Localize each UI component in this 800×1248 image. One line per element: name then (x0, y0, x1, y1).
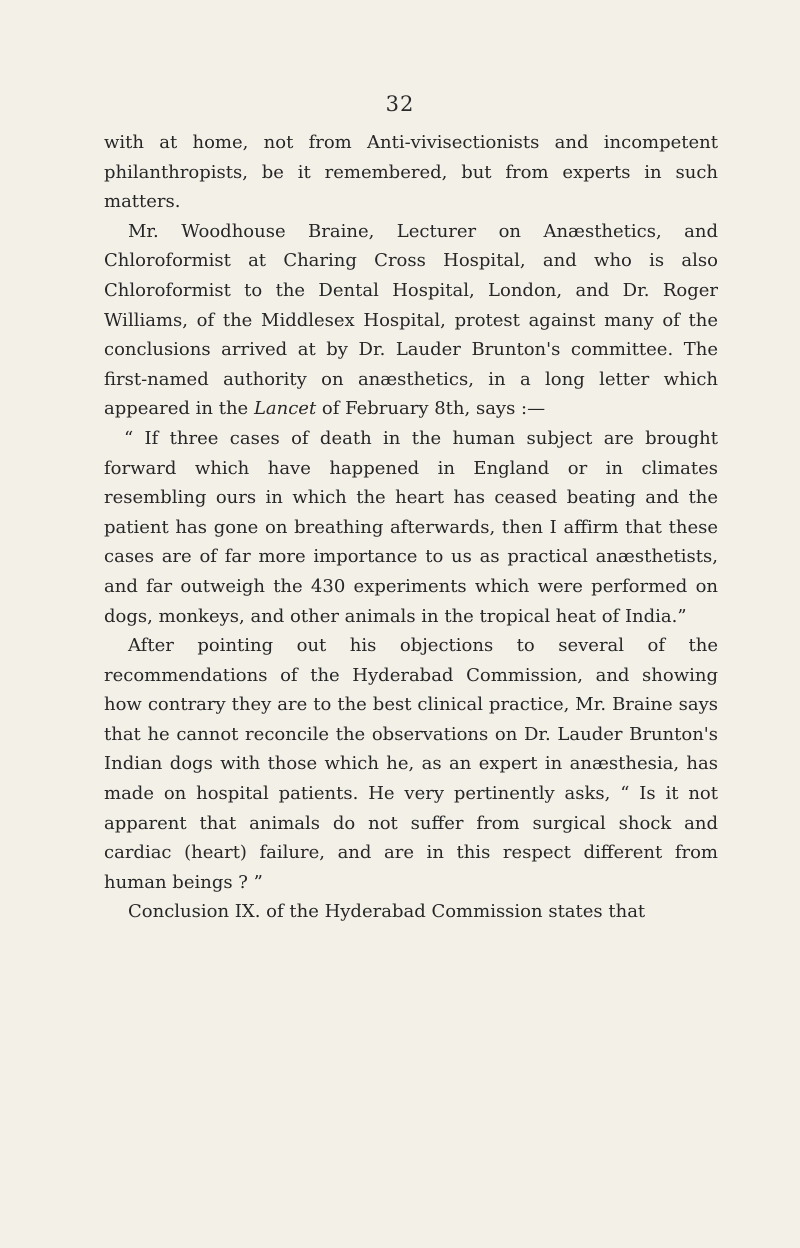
quotation-paragraph: “ If three cases of death in the human subject are brought forward which have happened in England or in climates resembling ours in which the heart has ceased beating and the patient has gone on breathing afterwards, then I affirm that these cases are of far more importance to us as practical anæsthetists, and far outweigh the 430 experiments which were performed on dogs, monkeys, and other animals in the tropical heat of India.” (104, 427, 718, 627)
body-text (104, 128, 718, 927)
paragraph-4: After pointing out his objections to several of the recommendations of the Hyderabad Commission, and showing how contrary they are to the best clinical practice, Mr. Braine says that he cannot reconcile the observations on Dr. Lauder Brunton's Indian dogs with those which he, as an expert in anæsthesia, has made on hospital patients. He very pertinently asks, “ Is it not apparent that animals do not suffer from surgical shock and cardiac (heart) failure, and are in this respect different from human beings ? ” (104, 635, 718, 893)
paragraph-2 (104, 217, 718, 424)
page-number: 32 (385, 92, 415, 116)
paragraph-5: Conclusion IX. of the Hyderabad Commission states that (128, 901, 646, 923)
paragraph-1: with at home, not from Anti-vivisectionists and incompetent philanthropists, be it remembered, but from experts in such matters. (104, 132, 718, 213)
paragraph-2-text-before-italic: Mr. Woodhouse Braine, Lecturer on Anæsthetics, and Chloroformist at Charing Cross Hospital, and who is also Chloroformist to the Dental Hospital, London, and Dr. Roger Williams, of the Middlesex Hospital, protest against many of the conclusions arrived at by Dr. Lauder Brunton's committee. The first-named authority on anæsthetics, in a long letter which appeared in the (104, 220, 718, 420)
lancet-italic: Lancet (253, 398, 317, 420)
paragraph-2-text-after-italic: of February 8th, says :— (316, 398, 546, 420)
